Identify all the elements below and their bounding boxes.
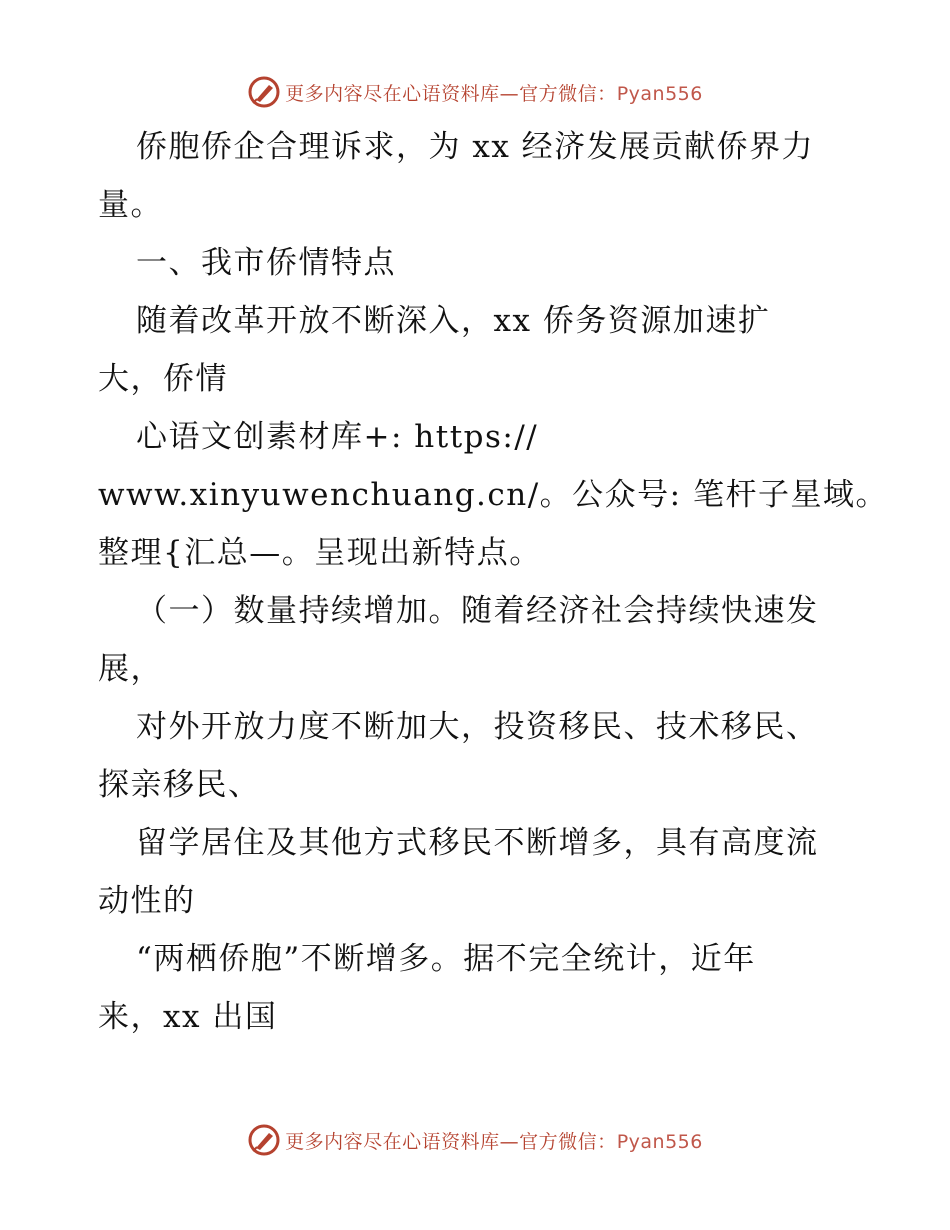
body-line-14: 动性的 bbox=[98, 883, 196, 919]
header-watermark bbox=[0, 72, 950, 112]
header-wechat-id: Pyan556 bbox=[616, 82, 703, 105]
footer-banner-text: 更多内容尽在心语资料库—官方微信：Pyan556 bbox=[285, 1130, 703, 1153]
body-line-7: www.xinyuwenchuang.cn/。公众号: 笔杆子星域。 bbox=[98, 477, 888, 513]
body-line-8: 整理{汇总—。呈现出新特点。 bbox=[98, 535, 542, 571]
footer-watermark bbox=[0, 1120, 950, 1160]
body-line-13: 留学居住及其他方式移民不断增多，具有高度流 bbox=[136, 825, 819, 861]
body-line-11: 对外开放力度不断加大，投资移民、技术移民、 bbox=[136, 709, 819, 745]
pen-logo-icon bbox=[247, 75, 281, 109]
subsection-heading: （一）数量持续增加。随着经济社会持续快速发 bbox=[136, 593, 819, 629]
section-heading: 一、我市侨情特点 bbox=[136, 245, 396, 281]
body-line-2: 量。 bbox=[98, 187, 163, 223]
header-banner-text: 更多内容尽在心语资料库—官方微信：Pyan556 bbox=[285, 82, 703, 105]
document-body bbox=[98, 118, 888, 1046]
body-line-12: 探亲移民、 bbox=[98, 767, 261, 803]
body-line-16: 来，xx 出国 bbox=[98, 999, 278, 1035]
footer-wechat-id: Pyan556 bbox=[616, 1130, 703, 1153]
body-line-5: 大，侨情 bbox=[98, 361, 228, 397]
body-line-1: 侨胞侨企合理诉求，为 xx 经济发展贡献侨界力 bbox=[136, 129, 815, 165]
body-line-4: 随着改革开放不断深入，xx 侨务资源加速扩 bbox=[136, 303, 771, 339]
pen-logo-icon bbox=[247, 1123, 281, 1157]
body-line-15: “两栖侨胞”不断增多。据不完全统计，近年 bbox=[136, 941, 756, 977]
body-line-6: 心语文创素材库+: https:// bbox=[136, 419, 539, 455]
body-line-10: 展， bbox=[98, 651, 163, 687]
